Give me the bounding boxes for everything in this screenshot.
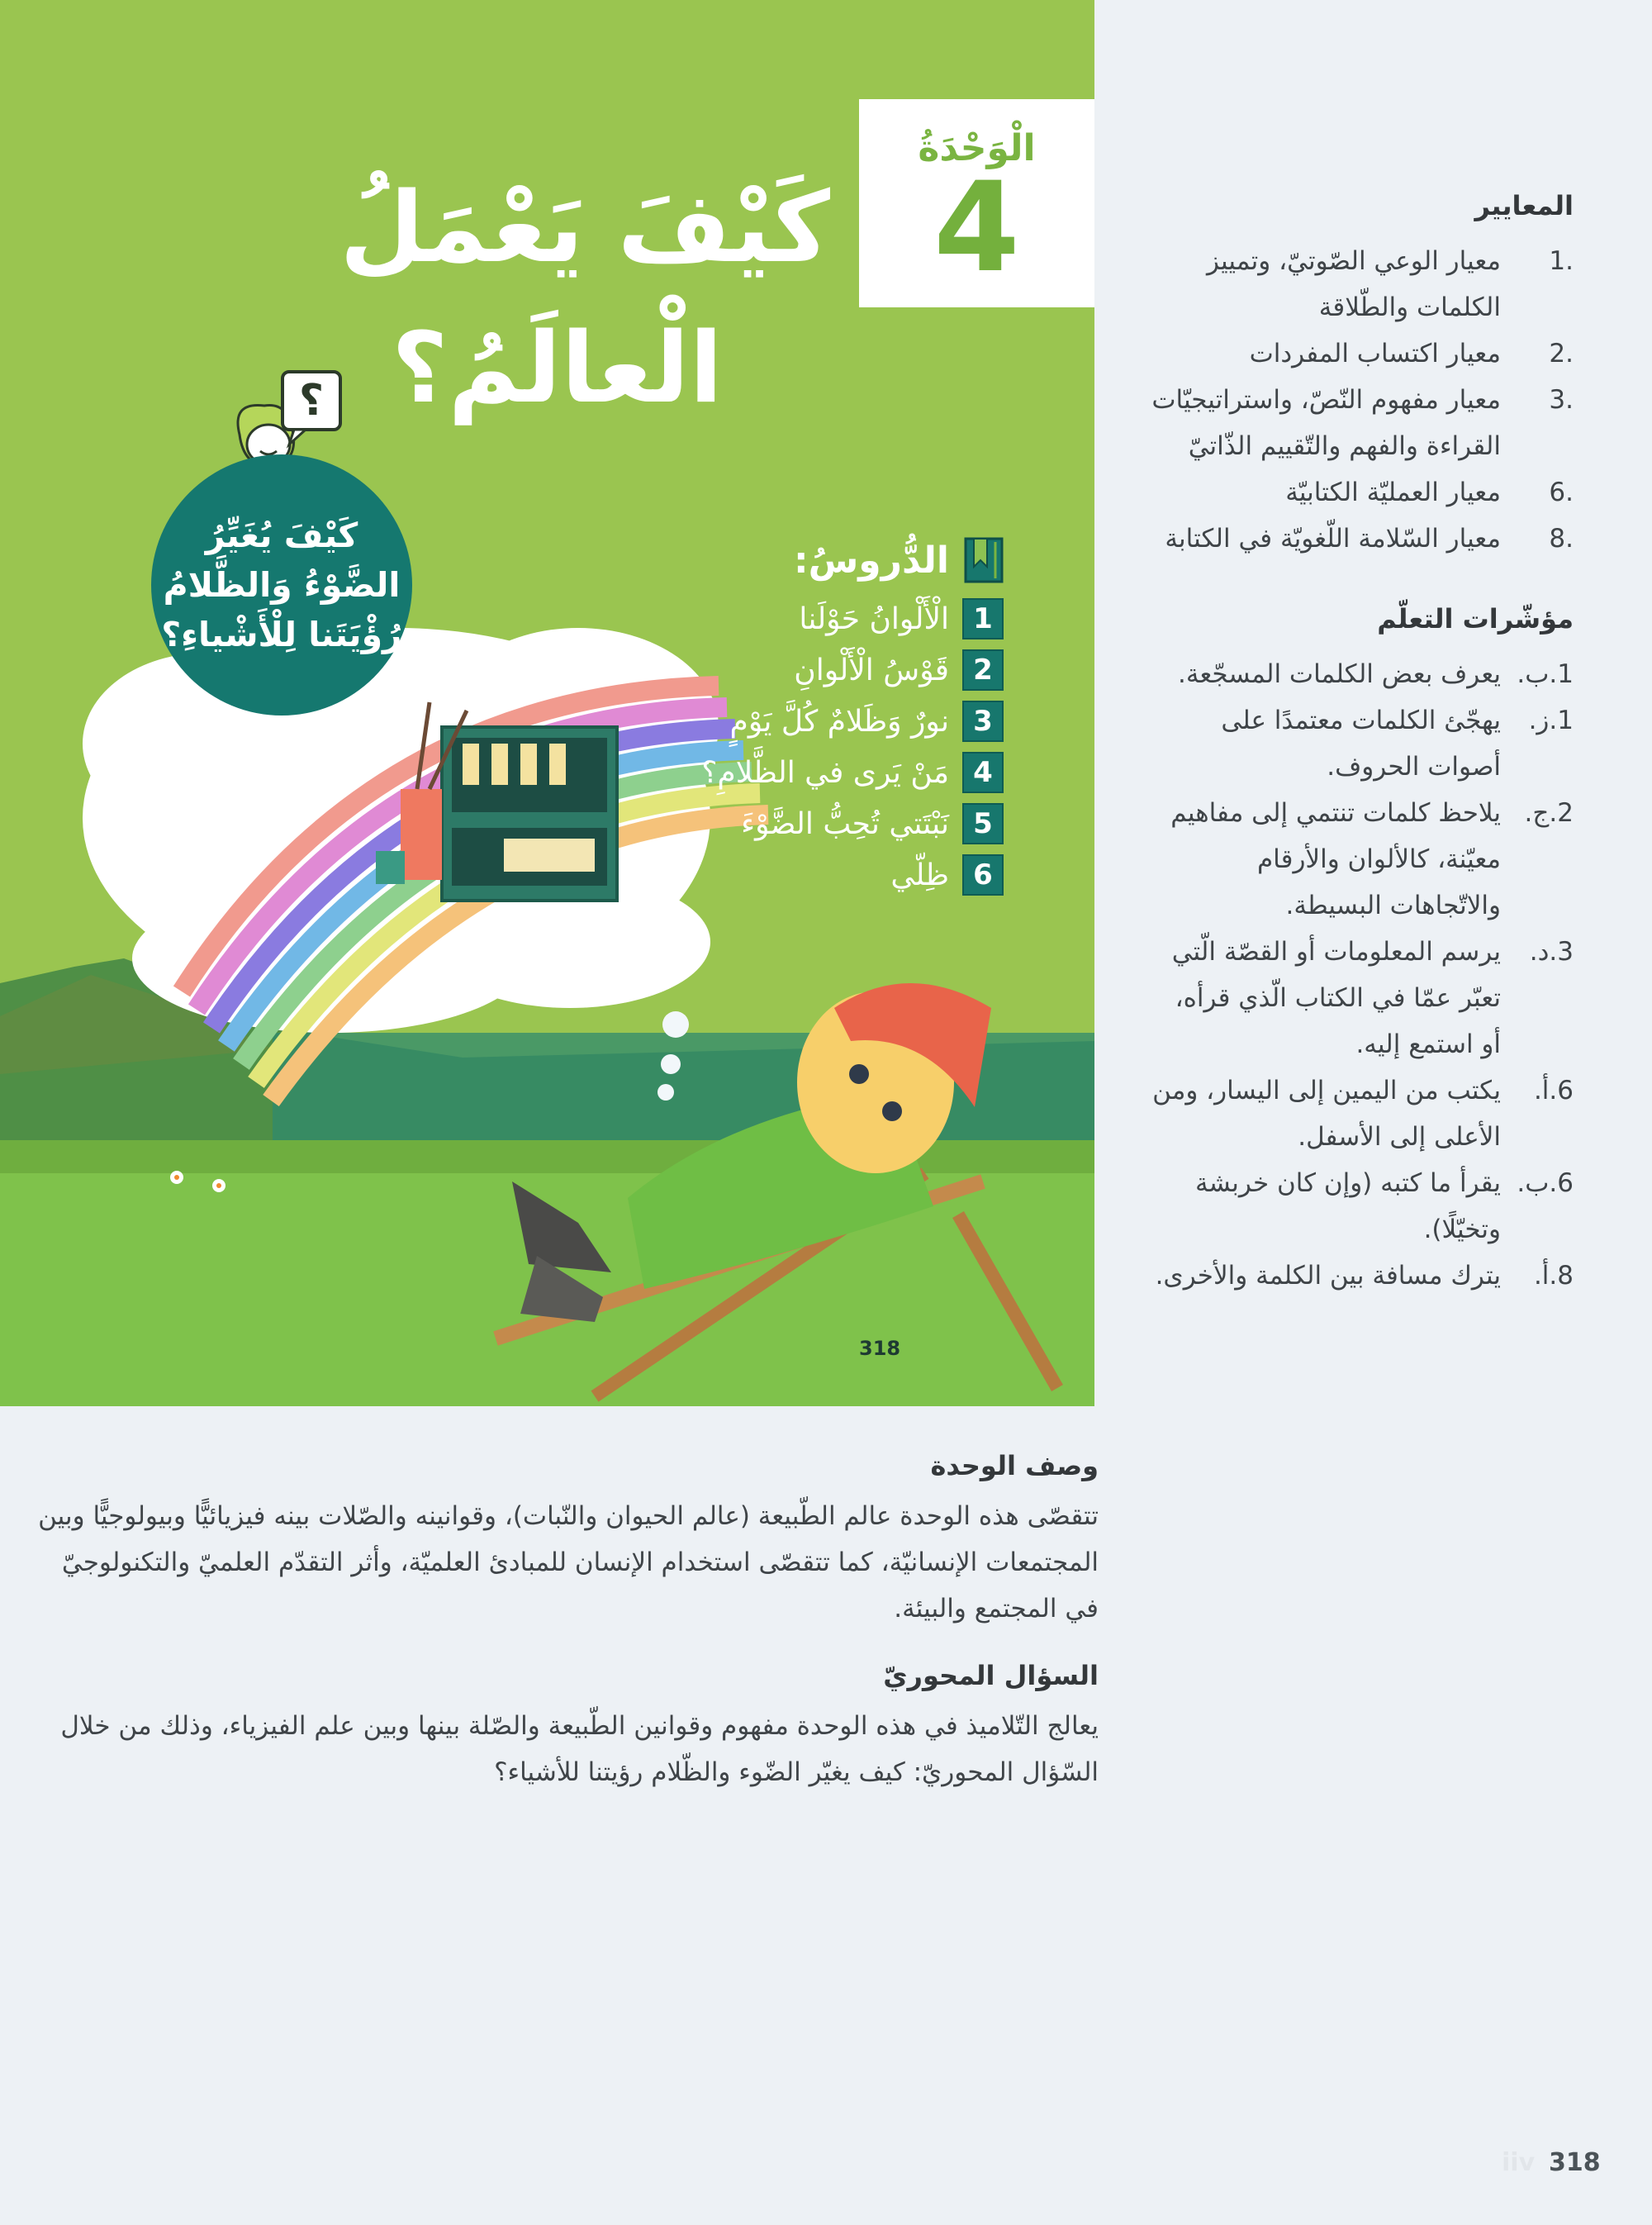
standard-item: [1148, 377, 1574, 469]
big-question-line2: الضَّوْءُ وَالظَّلامُ: [163, 565, 401, 605]
standard-number: .8: [1549, 524, 1574, 554]
standard-text: معيار العمليّة الكتابيّة: [1285, 478, 1501, 507]
central-question-heading: السؤال المحوريّ: [883, 1660, 1099, 1691]
lesson-number: 3: [962, 701, 1004, 742]
lesson-number: 6: [962, 854, 1004, 896]
lesson-item-2[interactable]: [541, 644, 1004, 696]
standard-number: .1: [1549, 246, 1574, 276]
lesson-item-5[interactable]: [541, 798, 1004, 849]
svg-text:؟: ؟: [298, 376, 325, 426]
indicator-code: 1.ز.: [1528, 706, 1574, 735]
lesson-label: الْأَلْوانُ حَوْلَنا: [799, 601, 949, 636]
big-question-line1: كَيْفَ يُغَيِّرُ: [205, 516, 358, 555]
page-number: 318: [1549, 2148, 1601, 2177]
standard-item: [1148, 516, 1574, 562]
indicator-code: 6.أ.: [1533, 1076, 1574, 1105]
unit-opener-panel: [0, 0, 1094, 1406]
lesson-label: مَنْ يَرى في الظَّلامِ؟: [701, 755, 949, 790]
unit-description-heading: وصف الوحدة: [930, 1450, 1099, 1481]
indicator-text: يرسم المعلومات أو القصّة الّتي تعبّر عمّا في الكتاب الّذي قرأه، أو استمع إليه.: [1171, 937, 1501, 1059]
standard-number: .2: [1549, 339, 1574, 368]
indicator-item: [1148, 1253, 1574, 1299]
unit-number-box: [859, 99, 1094, 307]
standard-item: [1148, 469, 1574, 516]
indicator-code: 6.ب.: [1517, 1168, 1574, 1198]
indicator-code: 8.أ.: [1533, 1261, 1574, 1291]
standard-text: معيار اكتساب المفردات: [1249, 339, 1501, 368]
unit-title-line1: كَيْفَ يَعْمَلُ: [339, 170, 830, 284]
lesson-label: نورٌ وَظَلامٌ كُلَّ يَوْمٍ: [729, 704, 949, 739]
indicator-text: يقرأ ما كتبه (وإن كان خربشة وتخيّلًا).: [1194, 1168, 1501, 1244]
standard-text: معيار الوعي الصّوتيّ، وتمييز الكلمات والطّلاقة: [1206, 246, 1501, 322]
central-question-text: يعالج التّلاميذ في هذه الوحدة مفهوم وقوانين الطّبيعة والصّلة بينها وبين علم الفيزياء، وذلك من خلال السّؤال المحوريّ: كيف يغيّر الضّوء والظّلام رؤيتنا للأشياء؟: [60, 1711, 1099, 1787]
indicator-item: [1148, 1067, 1574, 1160]
indicator-text: يعرف بعض الكلمات المسجّعة.: [1177, 659, 1501, 689]
illustration-page-label: 318: [859, 1337, 901, 1360]
standard-item: [1148, 238, 1574, 330]
page-number-ghost: iiv: [1502, 2148, 1536, 2177]
indicator-item: [1148, 651, 1574, 697]
indicator-item: [1148, 790, 1574, 929]
standards-list: [1148, 238, 1574, 562]
indicator-code: 3.د.: [1529, 937, 1574, 967]
standards-column: [1148, 190, 1574, 1299]
lesson-label: ظِلّي: [890, 858, 949, 892]
unit-number: 4: [933, 156, 1020, 300]
indicator-text: يكتب من اليمين إلى اليسار، ومن الأعلى إلى الأسفل.: [1152, 1076, 1501, 1152]
big-question-circle: [151, 454, 412, 716]
lesson-number: 5: [962, 803, 1004, 844]
lessons-list: [541, 537, 1004, 901]
unit-description-section: [25, 1450, 1099, 1823]
unit-description-text: تتقصّى هذه الوحدة عالم الطّبيعة (عالم الحيوان والنّبات)، وقوانينه والصّلات بينه فيزيائيًّا وبيولوجيًّا وبين المجتمعات الإنسانيّة، كما تتقصّى استخدام الإنسان للمبادئ العلميّة، وأثر التقدّم العلميّ والتكنولوجيّ في المجتمع والبيئة.: [38, 1501, 1099, 1624]
standards-heading: المعايير: [1474, 190, 1574, 221]
indicator-code: 1.ب.: [1517, 659, 1574, 689]
standard-text: معيار السّلامة اللّغويّة في الكتابة: [1165, 524, 1501, 554]
lesson-item-6[interactable]: [541, 849, 1004, 901]
indicator-item: [1148, 929, 1574, 1067]
lesson-number: 1: [962, 598, 1004, 639]
lesson-item-1[interactable]: [541, 593, 1004, 644]
unit-label: الْوَحْدَةُ: [918, 127, 1036, 169]
standard-number: .6: [1549, 478, 1574, 507]
indicator-text: يلاحظ كلمات تنتمي إلى مفاهيم معيّنة، كالألوان والأرقام والاتّجاهات البسيطة.: [1170, 798, 1501, 920]
lesson-number: 4: [962, 752, 1004, 793]
lesson-label: نَبْتَتي تُحِبُّ الضَّوْءَ: [741, 806, 949, 841]
standard-number: .3: [1549, 385, 1574, 415]
indicator-item: [1148, 697, 1574, 790]
lesson-item-3[interactable]: [541, 696, 1004, 747]
lessons-title: الدُّروسُ:: [793, 539, 949, 582]
lesson-item-4[interactable]: [541, 747, 1004, 798]
lesson-label: قَوْسُ الْأَلْوانِ: [794, 653, 949, 687]
indicator-text: يترك مسافة بين الكلمة والأخرى.: [1155, 1261, 1501, 1291]
big-question-line3: رُؤْيَتَنا لِلْأَشْياءِ؟: [161, 615, 402, 654]
indicator-item: [1148, 1160, 1574, 1253]
book-bookmark-icon: [964, 537, 1004, 583]
lesson-number: 2: [962, 649, 1004, 691]
standard-text: معيار مفهوم النّصّ، واستراتيجيّات القراءة والفهم والتّقييم الذّاتيّ: [1151, 385, 1501, 461]
indicator-code: 2.ج.: [1524, 798, 1574, 828]
standard-item: [1148, 330, 1574, 377]
unit-title-line2: الْعالَمُ؟: [392, 311, 723, 425]
lessons-header: [541, 537, 1004, 583]
indicators-list: [1148, 651, 1574, 1299]
indicator-text: يهجّئ الكلمات معتمدًا على أصوات الحروف.: [1221, 706, 1501, 782]
indicators-heading: مؤشّرات التعلّم: [1377, 603, 1574, 635]
